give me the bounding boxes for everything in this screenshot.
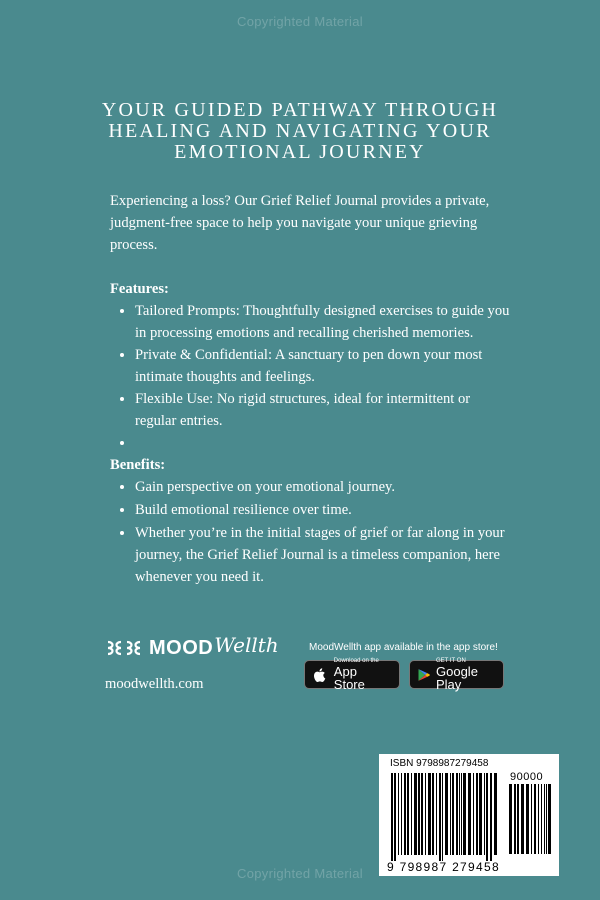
- google-play-big-text: Google Play: [436, 664, 478, 692]
- barcode-bar: [548, 784, 551, 854]
- watermark-top: Copyrighted Material: [237, 14, 363, 29]
- benefit-item: • Build emotional resilience over time.: [135, 499, 510, 521]
- barcode-bar: [517, 784, 519, 854]
- barcode-bar: [445, 773, 448, 855]
- barcode-bar: [404, 773, 406, 855]
- barcode-bar: [534, 784, 536, 854]
- moodwellth-logo: [105, 633, 279, 660]
- ean-bars: [391, 773, 501, 861]
- watermark-bottom: Copyrighted Material: [237, 866, 363, 881]
- barcode-bar: [401, 773, 402, 855]
- google-play-badge[interactable]: [409, 658, 504, 692]
- barcode-bar: [414, 773, 417, 855]
- ean-digits: 9 798987 279458: [387, 860, 500, 874]
- barcode-bar: [398, 773, 399, 855]
- price-code: 90000: [510, 771, 544, 783]
- benefits-list: [110, 476, 510, 588]
- barcode-bar: [452, 773, 454, 855]
- benefits-title: Benefits:: [110, 457, 166, 473]
- app-store-small-text: Download on the: [333, 658, 379, 664]
- barcode-bar: [521, 784, 524, 854]
- isbn-label: ISBN 9798987279458: [390, 758, 489, 769]
- feature-item-empty: [135, 432, 510, 454]
- barcode-bar: [459, 773, 460, 855]
- barcode-bar: [450, 773, 451, 855]
- barcode-bar: [468, 773, 471, 855]
- apple-icon: [311, 666, 329, 684]
- barcode-bar: [456, 773, 458, 855]
- headline-line-1: YOUR GUIDED PATHWAY THROUGH: [101, 99, 499, 121]
- barcode-bar: [407, 773, 409, 855]
- app-store-big-text: App Store: [333, 664, 365, 692]
- barcode-bar: [526, 784, 529, 854]
- barcode-bar: [436, 773, 437, 855]
- description-block: [110, 190, 510, 589]
- barcode-bar: [484, 773, 485, 855]
- intro-paragraph: Experiencing a loss? Our Grief Relief Journal provides a private, judgment-free space to help you navigate your unique grieving process.: [110, 193, 490, 253]
- barcode-bar: [486, 773, 488, 861]
- barcode-bar: [442, 773, 443, 861]
- feature-item: • Tailored Prompts: Thoughtfully designed exercises to guide you in processing emotions and recalling cherished memories.: [135, 300, 510, 344]
- barcode-bar: [394, 773, 396, 861]
- barcode-bar: [494, 773, 497, 855]
- isbn-barcode: [379, 754, 559, 876]
- barcode-bar: [425, 773, 426, 855]
- barcode-bar: [544, 784, 545, 854]
- barcode-bar: [541, 784, 542, 854]
- logo-wordmark-mood: MOOD: [149, 636, 214, 659]
- back-cover-headline: [0, 100, 600, 163]
- app-store-badge[interactable]: [304, 658, 400, 692]
- feature-item: • Flexible Use: No rigid structures, ideal for intermittent or regular entries.: [135, 388, 510, 432]
- barcode-bar: [509, 784, 512, 854]
- barcode-bar: [531, 784, 532, 854]
- barcode-bar: [432, 773, 434, 855]
- headline-line-2: HEALING AND NAVIGATING YOUR: [108, 120, 492, 142]
- benefit-item: • Whether you’re in the initial stages of grief or far along in your journey, the Grief Relief Journal is a timeless companion, here whenever you need it.: [135, 522, 510, 588]
- barcode-bar: [463, 773, 466, 855]
- barcode-bar: [546, 784, 547, 854]
- benefit-item: • Gain perspective on your emotional journey.: [135, 476, 510, 498]
- moodwellth-logo-icon: [105, 638, 143, 658]
- barcode-bar: [461, 773, 462, 855]
- price-bars: [509, 784, 553, 860]
- app-availability-text: MoodWellth app available in the app store!: [309, 642, 498, 653]
- barcode-bar: [538, 784, 539, 854]
- google-play-small-text: GET IT ON: [436, 658, 466, 664]
- barcode-bar: [473, 773, 474, 855]
- barcode-bar: [411, 773, 412, 855]
- barcode-bar: [418, 773, 420, 855]
- website-link[interactable]: moodwellth.com: [105, 676, 204, 692]
- feature-item: • Private & Confidential: A sanctuary to pen down your most intimate thoughts and feelings.: [135, 344, 510, 388]
- features-list: [110, 300, 510, 454]
- google-play-icon: [416, 666, 431, 684]
- barcode-bar: [391, 773, 393, 861]
- barcode-bar: [421, 773, 423, 855]
- barcode-bar: [514, 784, 516, 854]
- barcode-bar: [490, 773, 492, 861]
- barcode-bar: [479, 773, 482, 855]
- headline-line-3: EMOTIONAL JOURNEY: [174, 141, 426, 163]
- barcode-bar: [439, 773, 441, 861]
- logo-wordmark-wellth: Wellth: [214, 633, 279, 657]
- barcode-bar: [476, 773, 478, 855]
- barcode-bar: [428, 773, 431, 855]
- features-title: Features:: [110, 281, 169, 297]
